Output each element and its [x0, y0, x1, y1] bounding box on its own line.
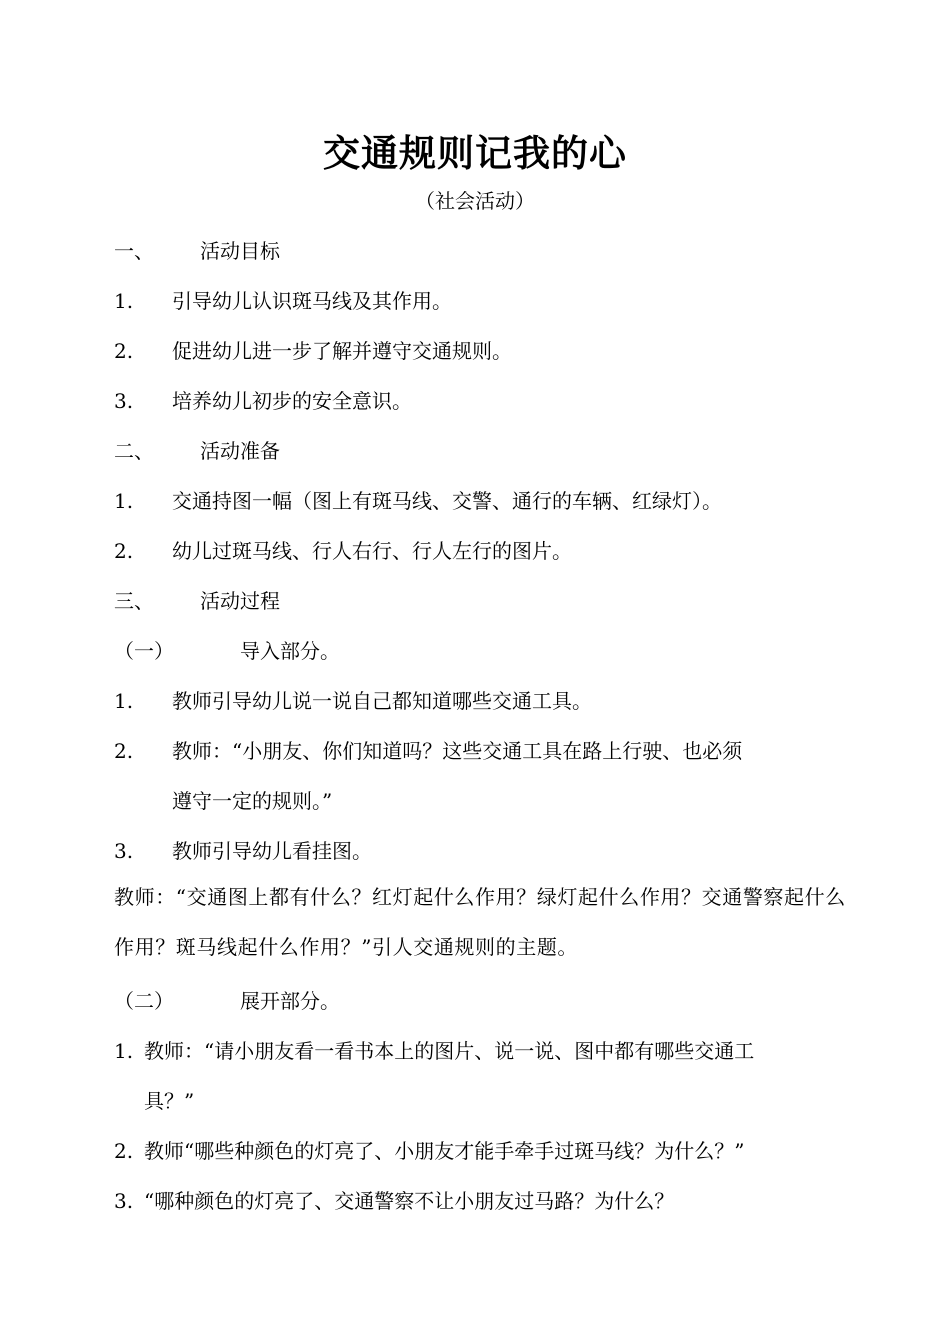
list-number: 2.: [114, 1139, 134, 1163]
document-subtitle: （社会活动）: [415, 189, 535, 213]
section-number: 二、: [114, 439, 154, 463]
document-title: 交通规则记我的心: [323, 131, 627, 175]
section-title: 活动准备: [200, 439, 280, 463]
subsection-title: 展开部分。: [240, 989, 340, 1013]
list-text: 幼儿过斑马线、行人右行、行人左行的图片。: [172, 539, 572, 563]
list-text: 教师：“请小朋友看一看书本上的图片、说一说、图中都有哪些交通工: [144, 1039, 755, 1063]
list-text: 遵守一定的规则。”: [172, 789, 333, 813]
list-number: 2.: [114, 539, 134, 563]
list-number: 2.: [114, 739, 134, 763]
list-number: 3.: [114, 1189, 134, 1213]
list-number: 1.: [114, 689, 134, 713]
section-number: 一、: [114, 239, 154, 263]
list-text: 教师引导幼儿看挂图。: [172, 839, 372, 863]
body-paragraph: 教师：“交通图上都有什么？红灯起什么作用？绿灯起什么作用？交通警察起什么作用？斑马线起什么作用？”引人交通规则的主题。: [114, 885, 846, 959]
list-number: 2.: [114, 339, 134, 363]
list-number: 1.: [114, 489, 134, 513]
list-text: 引导幼儿认识斑马线及其作用。: [172, 289, 452, 313]
list-number: 1.: [114, 289, 134, 313]
list-text: 具？”: [144, 1089, 195, 1113]
list-text: 教师“哪些种颜色的灯亮了、小朋友才能手牵手过斑马线？为什么？”: [144, 1139, 745, 1163]
section-number: 三、: [114, 589, 154, 613]
list-number: 3.: [114, 389, 134, 413]
subsection-number: （二）: [114, 989, 174, 1013]
subsection-number: （一）: [114, 639, 174, 663]
list-text: 促进幼儿进一步了解并遵守交通规则。: [172, 339, 512, 363]
section-title: 活动目标: [200, 239, 280, 263]
section-title: 活动过程: [200, 589, 280, 613]
list-text: “哪种颜色的灯亮了、交通警察不让小朋友过马路？为什么？: [144, 1189, 675, 1213]
list-text: 教师：“小朋友、你们知道吗？这些交通工具在路上行驶、也必须: [172, 739, 743, 763]
list-text: 交通持图一幅（图上有斑马线、交警、通行的车辆、红绿灯）。: [172, 489, 722, 513]
list-number: 1.: [114, 1039, 134, 1063]
subsection-title: 导入部分。: [240, 639, 340, 663]
list-number: 3.: [114, 839, 134, 863]
list-text: 教师引导幼儿说一说自己都知道哪些交通工具。: [172, 689, 592, 713]
list-text: 培养幼儿初步的安全意识。: [172, 389, 412, 413]
